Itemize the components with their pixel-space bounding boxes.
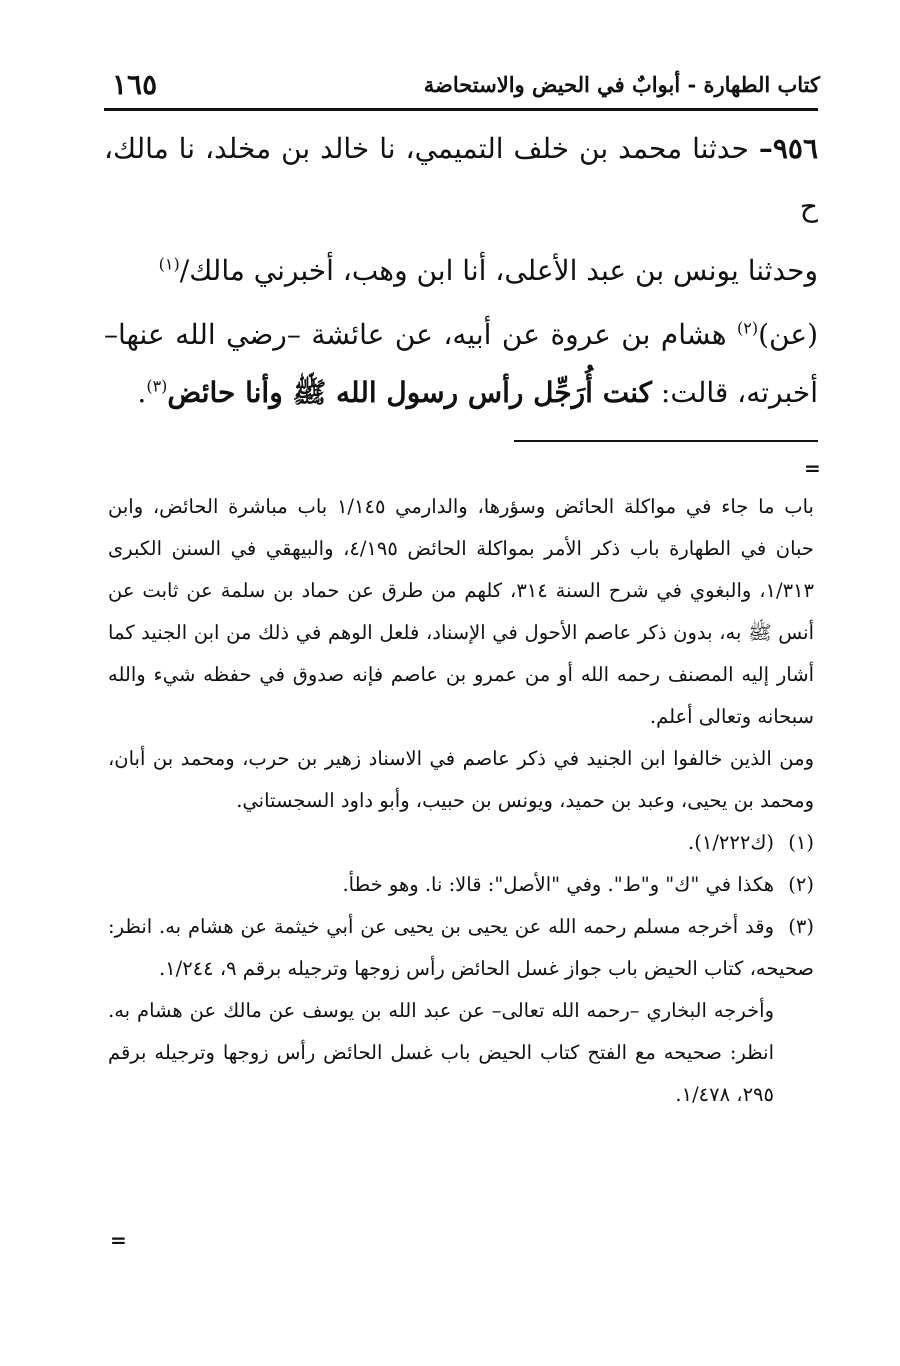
hadith-number: ٩٥٦–	[758, 132, 818, 165]
footnote-2-text: هكذا في "ك" و"ط". وفي "الأصل": قالا: نا. وهو خطأ.	[342, 873, 774, 896]
hadith-end: .	[137, 376, 147, 409]
footnote-1-number: (١)	[788, 831, 814, 854]
hadith-isnad-3: هشام بن عروة عن أبيه، عن عائشة –رضي الله عنها– أخبرته، قالت:	[104, 318, 818, 409]
continuation-mark-top: =	[804, 456, 821, 480]
footnote-ref-3: (٣)	[146, 376, 168, 396]
footnote-2	[108, 864, 814, 906]
hadith-paragraph-3	[104, 306, 818, 422]
footnote-separator	[514, 440, 818, 442]
chapter-title: كتاب الطهارة - أبوابٌ في الحيض والاستحاضة	[423, 72, 820, 97]
page-number: ١٦٥	[112, 68, 158, 101]
header-rule	[104, 108, 818, 111]
footnote-3-text: وقد أخرجه مسلم رحمه الله عن يحيى بن يحيى عن أبي خيثمة عن هشام به. انظر: صحيحه، كتاب الحيض باب جواز غسل الحائض رأس زوجها وترجيله برقم ٩، ١/٢٤٤.	[108, 915, 814, 980]
continuation-mark-bottom: =	[110, 1228, 127, 1252]
hadith-an: (عن)	[758, 318, 818, 351]
footnote-1	[108, 822, 814, 864]
footnote-ref-1: (١)	[158, 254, 180, 274]
footnote-1-text: (ك١/٢٢٢).	[688, 831, 774, 854]
hadith-paragraph-2	[104, 242, 818, 300]
footnote-2-number: (٢)	[788, 873, 814, 896]
hadith-text	[104, 120, 818, 428]
footnotes	[108, 486, 814, 1116]
footnote-3-continuation: وأخرجه البخاري –رحمه الله تعالى– عن عبد الله بن يوسف عن مالك عن هشام به. انظر: صحيحه مع الفتح كتاب الحيض باب غسل الحائض رأس زوجها وترجيله برقم ٢٩٥، ١/٤٧٨.	[108, 999, 774, 1106]
footnote-continuation-2: ومن الذين خالفوا ابن الجنيد في ذكر عاصم في الاسناد زهير بن حرب، ومحمد بن أبان، ومحمد بن يحيى، وعبد بن حميد، ويونس بن حبيب، وأبو داود السجستاني.	[108, 747, 814, 812]
hadith-isnad-2: وحدثنا يونس بن عبد الأعلى، أنا ابن وهب، أخبرني مالك/	[179, 254, 818, 287]
hadith-isnad-1: حدثنا محمد بن خلف التميمي، نا خالد بن مخلد، نا مالك، ح	[104, 132, 818, 223]
footnote-ref-2: (٢)	[737, 318, 759, 338]
footnote-continuation-1: باب ما جاء في مواكلة الحائض وسؤرها، والدارمي ١/١٤٥ باب مباشرة الحائض، وابن حبان في الطهارة باب ذكر الأمر بمواكلة الحائض ٤/١٩٥، والبيهقي في السنن الكبرى ١/٣١٣، والبغوي في شرح السنة ٣١٤، كلهم من طرق عن حماد بن سلمة عن ثابت عن أنس ﷺ به، بدون ذكر عاصم الأحول في الإسناد، فلعل الوهم في ذلك من ابن الجنيد كما أشار إليه المصنف رحمه الله أو من عمرو بن عاصم فإنه صدوق في حفظه شيء والله سبحانه وتعالى أعلم.	[108, 495, 814, 728]
hadith-matn: كنت أُرَجِّل رأس رسول الله ﷺ وأنا حائض	[167, 376, 652, 409]
footnote-3	[108, 906, 814, 990]
hadith-paragraph-1	[104, 120, 818, 236]
footnote-3-number: (٣)	[788, 915, 814, 938]
running-header	[104, 66, 820, 106]
